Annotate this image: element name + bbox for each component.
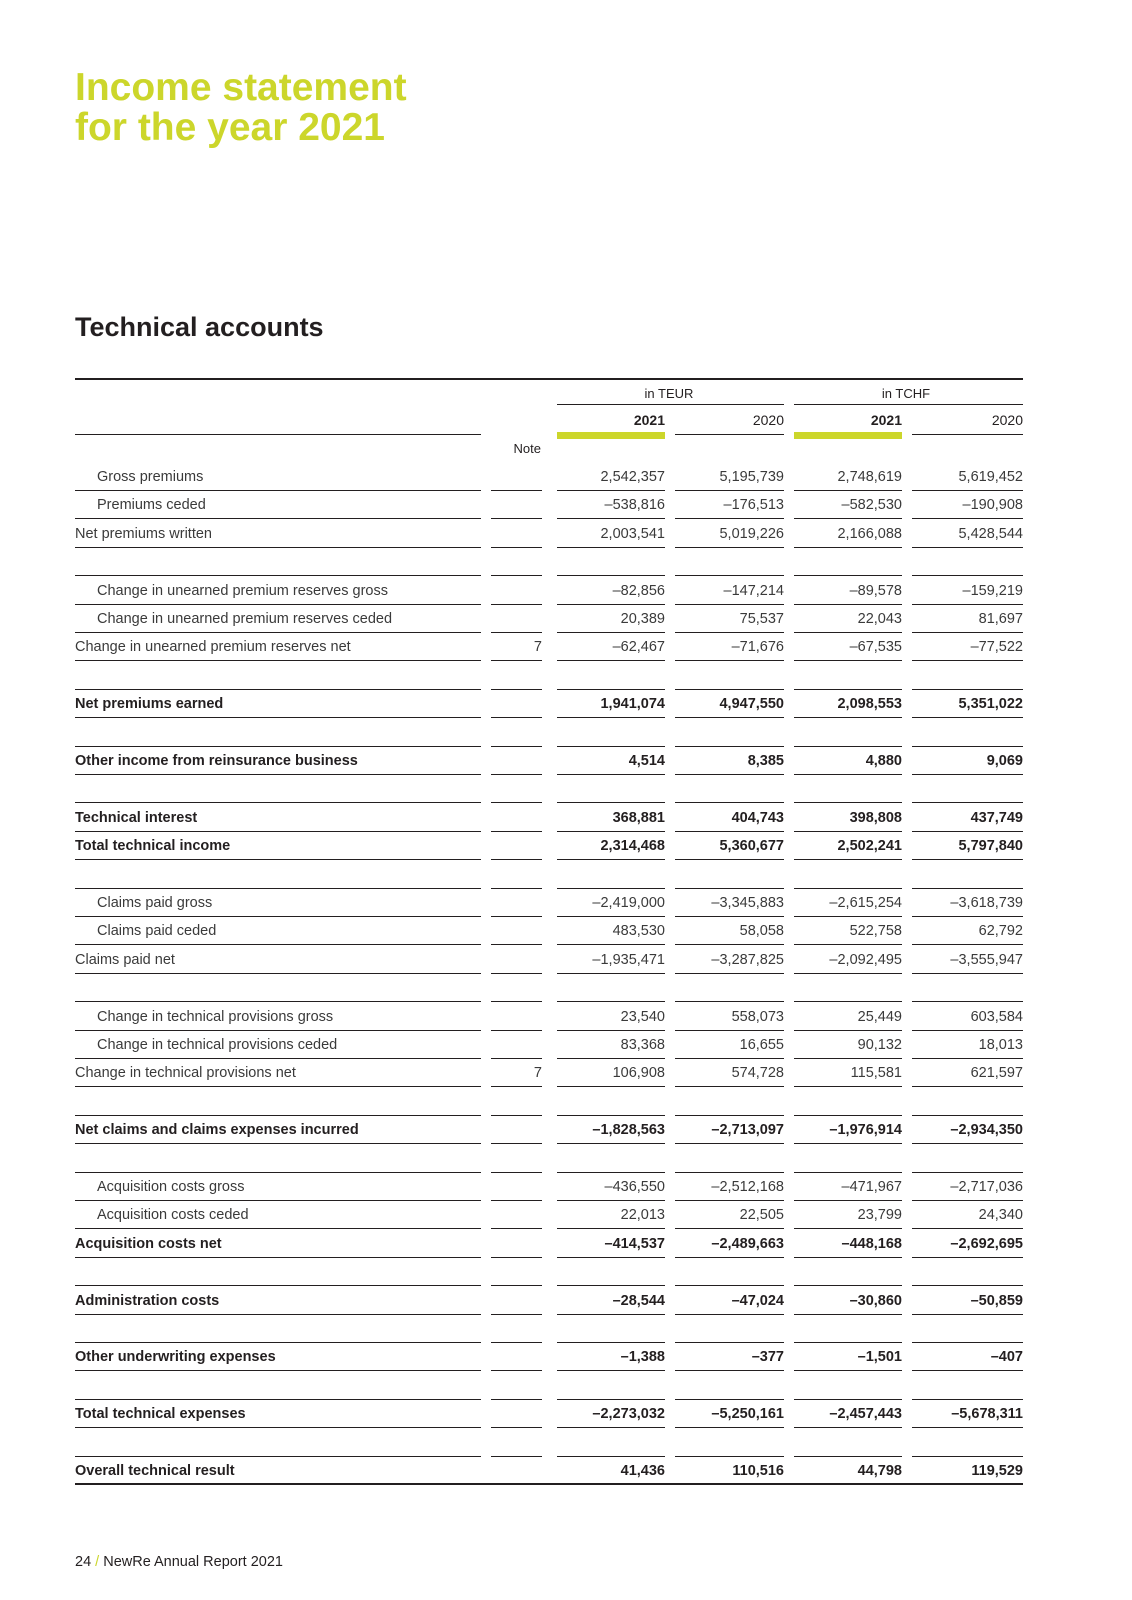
row-note [491, 1201, 542, 1229]
row-label: Premiums ceded [97, 497, 206, 514]
row-value: 44,798 [857, 1463, 902, 1479]
row-note: 7 [533, 1065, 542, 1082]
table-row [0, 1230, 1132, 1258]
row-value: 5,019,226 [719, 525, 784, 542]
table-top-rule [75, 378, 1023, 380]
table-row [0, 1457, 1132, 1485]
spacer-row [0, 662, 1132, 690]
row-value: 5,619,452 [958, 469, 1023, 485]
spacer-row [0, 974, 1132, 1002]
row-note [491, 1031, 542, 1059]
row-value: 5,195,739 [719, 469, 784, 485]
row-note [491, 463, 542, 491]
row-value: 25,449 [857, 1008, 902, 1025]
row-note [491, 1230, 542, 1258]
row-value: –147,214 [723, 582, 784, 599]
row-value: –47,024 [731, 1292, 784, 1309]
row-label: Claims paid gross [97, 895, 213, 911]
highlight-bar-teur-2021 [557, 432, 665, 439]
row-value: –414,537 [604, 1235, 665, 1252]
row-value: 2,003,541 [600, 525, 665, 542]
row-value: 110,516 [732, 1463, 784, 1479]
row-value: –2,419,000 [592, 895, 665, 911]
row-value: 398,808 [849, 809, 902, 826]
row-value: –1,935,471 [592, 951, 665, 968]
row-value: –377 [751, 1349, 784, 1366]
row-value: 2,748,619 [837, 469, 902, 485]
row-label: Acquisition costs gross [97, 1179, 245, 1195]
row-value: 83,368 [620, 1037, 665, 1053]
row-note [491, 917, 542, 945]
row-value: 2,166,088 [837, 525, 902, 542]
table-row [0, 1116, 1132, 1144]
row-value: 58,058 [739, 923, 784, 940]
row-label: Acquisition costs ceded [97, 1207, 249, 1224]
row-label: Change in technical provisions ceded [97, 1037, 338, 1053]
currency-rule-teur [557, 404, 784, 405]
row-value: –2,512,168 [711, 1179, 784, 1195]
row-value: 18,013 [978, 1037, 1023, 1053]
row-label: Change in unearned premium reserves net [75, 639, 351, 656]
row-note [491, 520, 542, 548]
row-label: Total technical income [75, 838, 231, 855]
row-value: –5,250,161 [711, 1406, 784, 1423]
table-row [0, 605, 1132, 633]
row-value: 75,537 [739, 611, 784, 627]
row-value: –2,273,032 [592, 1406, 665, 1423]
currency-rule-tchf [794, 404, 1023, 405]
row-value: –1,976,914 [829, 1122, 902, 1139]
row-value: 81,697 [978, 611, 1023, 627]
row-value: 16,655 [739, 1037, 784, 1053]
row-value: 368,881 [612, 809, 665, 826]
row-value: 2,098,553 [837, 696, 902, 713]
row-value: –582,530 [841, 497, 902, 514]
page-title [75, 68, 407, 148]
row-value: –471,967 [841, 1179, 902, 1195]
row-label: Overall technical result [75, 1463, 235, 1479]
spacer-row [0, 1258, 1132, 1286]
row-value: –159,219 [962, 582, 1023, 599]
row-note [491, 1343, 542, 1371]
row-value: 22,043 [857, 611, 902, 627]
row-value: –3,287,825 [711, 951, 784, 968]
table-row [0, 1201, 1132, 1229]
row-note [491, 1287, 542, 1315]
spacer-row [0, 1429, 1132, 1457]
spacer-row [0, 1145, 1132, 1173]
row-label: Change in unearned premium reserves ceded [97, 611, 393, 627]
table-row [0, 889, 1132, 917]
spacer-row [0, 861, 1132, 889]
row-value: –538,816 [604, 497, 665, 514]
spacer-row [0, 1315, 1132, 1343]
row-note [491, 491, 542, 519]
table-row [0, 747, 1132, 775]
row-value: –3,345,883 [711, 895, 784, 911]
spacer-row [0, 775, 1132, 803]
report-name: NewRe Annual Report 2021 [103, 1554, 283, 1570]
row-value: 5,351,022 [958, 696, 1023, 713]
table-row [0, 491, 1132, 519]
row-value: –190,908 [962, 497, 1023, 514]
row-label: Technical interest [75, 809, 198, 826]
spacer-row [0, 719, 1132, 747]
row-note [491, 1400, 542, 1428]
row-value: –2,489,663 [711, 1235, 784, 1252]
row-value: –71,676 [731, 639, 784, 656]
row-value: 2,314,468 [600, 838, 665, 855]
row-value: –67,535 [849, 639, 902, 656]
row-value: –62,467 [612, 639, 665, 656]
row-value: –2,717,036 [950, 1179, 1023, 1195]
table-row [0, 1031, 1132, 1059]
row-value: 20,389 [620, 611, 665, 627]
row-value: –3,555,947 [950, 951, 1023, 968]
section-heading: Technical accounts [75, 312, 324, 342]
row-value: 5,428,544 [958, 525, 1023, 542]
row-note [491, 889, 542, 917]
row-value: 4,880 [865, 753, 902, 769]
row-value: 483,530 [612, 923, 665, 940]
row-value: 115,581 [850, 1065, 902, 1082]
row-value: 23,799 [857, 1207, 902, 1224]
row-note [491, 747, 542, 775]
row-value: –5,678,311 [951, 1406, 1023, 1423]
row-label: Net premiums written [75, 525, 212, 542]
row-value: 558,073 [731, 1008, 784, 1025]
row-label: Other underwriting expenses [75, 1349, 276, 1366]
year-header-tchf-2021: 2021 [870, 412, 902, 428]
row-value: –77,522 [970, 639, 1023, 656]
row-value: 5,360,677 [719, 838, 784, 855]
table-row [0, 1400, 1132, 1428]
header-rule-tchf-2020 [912, 434, 1023, 435]
row-value: –2,457,443 [829, 1406, 902, 1423]
row-note [491, 1003, 542, 1031]
footer-separator: / [95, 1554, 100, 1570]
row-value: –407 [990, 1349, 1023, 1366]
table-row [0, 690, 1132, 718]
table-bottom-rule [75, 1483, 1023, 1485]
row-label: Other income from reinsurance business [75, 753, 358, 769]
row-value: –2,713,097 [711, 1122, 784, 1139]
row-note [491, 1173, 542, 1201]
table-row [0, 463, 1132, 491]
row-value: 106,908 [612, 1065, 665, 1082]
year-header-tchf-2020: 2020 [991, 412, 1023, 428]
row-value: 4,514 [628, 753, 665, 769]
table-row [0, 520, 1132, 548]
row-label: Total technical expenses [75, 1406, 246, 1423]
row-value: –50,859 [970, 1292, 1023, 1309]
row-label: Change in technical provisions gross [97, 1008, 334, 1025]
row-value: –1,501 [857, 1349, 902, 1366]
row-value: 22,013 [620, 1207, 665, 1224]
row-label: Net claims and claims expenses incurred [75, 1122, 359, 1139]
row-value: 5,797,840 [958, 838, 1023, 855]
row-label: Administration costs [75, 1292, 220, 1309]
row-value: 23,540 [620, 1008, 665, 1025]
table-row [0, 1287, 1132, 1315]
row-value: –176,513 [723, 497, 784, 514]
row-value: 90,132 [857, 1037, 902, 1053]
row-label: Claims paid ceded [97, 923, 217, 940]
row-label: Claims paid net [75, 951, 175, 968]
row-value: 574,728 [731, 1065, 784, 1082]
row-value: –1,388 [620, 1349, 665, 1366]
row-value: –2,934,350 [950, 1122, 1023, 1139]
row-value: –28,544 [612, 1292, 665, 1309]
row-note [491, 690, 542, 718]
row-value: 119,529 [971, 1463, 1023, 1479]
currency-header-teur: in TEUR [644, 386, 694, 401]
year-header-teur-2021: 2021 [633, 412, 665, 428]
row-note [491, 605, 542, 633]
table-row [0, 946, 1132, 974]
row-value: 1,941,074 [600, 696, 665, 713]
row-note [491, 832, 542, 860]
row-value: –30,860 [849, 1292, 902, 1309]
row-label: Change in unearned premium reserves gross [97, 582, 388, 599]
row-value: –448,168 [841, 1235, 902, 1252]
table-row [0, 633, 1132, 661]
row-label: Acquisition costs net [75, 1235, 222, 1252]
row-value: 621,597 [970, 1065, 1023, 1082]
row-label: Change in technical provisions net [75, 1065, 296, 1082]
table-row [0, 804, 1132, 832]
row-label: Gross premiums [97, 469, 204, 485]
row-value: –2,092,495 [829, 951, 902, 968]
row-value: 404,743 [731, 809, 784, 826]
row-value: 62,792 [978, 923, 1023, 940]
table-row [0, 832, 1132, 860]
table-row [0, 1173, 1132, 1201]
row-value: 603,584 [970, 1008, 1023, 1025]
row-value: 437,749 [970, 809, 1023, 826]
row-value: –2,692,695 [950, 1235, 1023, 1252]
row-note [491, 804, 542, 832]
row-value: –1,828,563 [592, 1122, 665, 1139]
highlight-bar-tchf-2021 [794, 432, 902, 439]
spacer-row [0, 548, 1132, 576]
row-value: –3,618,739 [950, 895, 1023, 911]
row-note [491, 577, 542, 605]
row-value: 2,502,241 [837, 838, 902, 855]
row-note [491, 1116, 542, 1144]
row-value: 22,505 [739, 1207, 784, 1224]
page-number: 24 [75, 1554, 92, 1570]
page-title-line-1: Income statement [75, 66, 407, 109]
year-header-teur-2020: 2020 [752, 412, 784, 428]
note-header: Note [513, 441, 541, 456]
table-row [0, 917, 1132, 945]
header-rule-teur-2020 [675, 434, 784, 435]
row-value: 24,340 [978, 1207, 1023, 1224]
row-value: –89,578 [849, 582, 902, 599]
row-note [491, 1457, 542, 1485]
row-value: –2,615,254 [829, 895, 902, 911]
table-row [0, 577, 1132, 605]
row-value: 41,436 [620, 1463, 665, 1479]
table-row [0, 1059, 1132, 1087]
page-title-line-2: for the year 2021 [75, 106, 386, 149]
row-value: 2,542,357 [600, 469, 665, 485]
table-row [0, 1343, 1132, 1371]
table-row [0, 1003, 1132, 1031]
spacer-row [0, 1372, 1132, 1400]
row-note: 7 [533, 639, 542, 656]
spacer-row [0, 1088, 1132, 1116]
row-value: 522,758 [849, 923, 902, 940]
row-note [491, 946, 542, 974]
row-label: Net premiums earned [75, 696, 224, 713]
row-value: –82,856 [612, 582, 665, 599]
page-footer [75, 1554, 283, 1570]
row-value: –436,550 [604, 1179, 665, 1195]
row-value: 9,069 [986, 753, 1023, 769]
row-value: 4,947,550 [719, 696, 784, 713]
currency-header-tchf: in TCHF [881, 386, 931, 401]
header-rule-label [75, 434, 481, 435]
row-value: 8,385 [747, 753, 784, 769]
